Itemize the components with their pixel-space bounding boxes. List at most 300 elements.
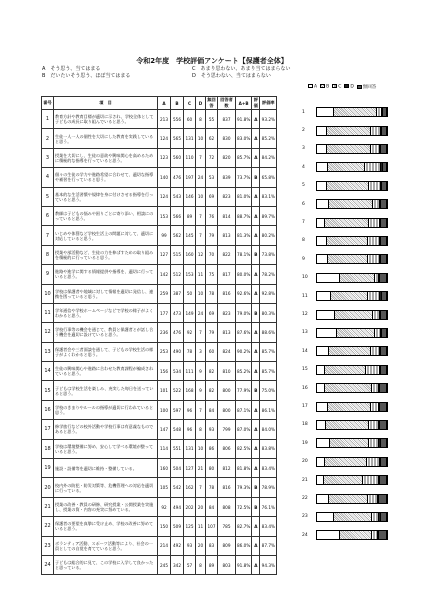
cell-a: 100: [158, 400, 171, 419]
bar-number: 14: [302, 348, 308, 354]
bar-segment-x: [381, 439, 387, 447]
cell-b: 543: [171, 187, 184, 206]
stacked-bar: [316, 144, 388, 154]
bar-number: 12: [302, 312, 308, 318]
cell-a: 214: [158, 536, 171, 555]
cell-no: 14: [42, 362, 54, 381]
table-row: [42, 129, 277, 148]
cell-d: 7: [196, 226, 206, 245]
cell-a: 245: [158, 555, 171, 574]
cell-a: 127: [158, 245, 171, 264]
bar-segment-x: [383, 163, 387, 171]
bar-segment-c: [373, 311, 380, 319]
cell-r: 85.2%: [260, 129, 277, 148]
header-ab: A+B: [236, 97, 252, 110]
bar-number: 1: [302, 109, 305, 115]
cell-t: 812: [218, 459, 236, 478]
cell-item: いじめや体罰など学校生活上の問題に対して、適切に対応していると思う。: [54, 226, 158, 245]
cell-d: 8: [196, 110, 206, 129]
cell-b: 387: [171, 284, 184, 303]
cell-c: 168: [184, 381, 196, 400]
bar-row: [302, 434, 388, 452]
cell-ab: 82.7%: [236, 517, 252, 536]
bar-segment-a: [317, 237, 327, 245]
cell-a: 213: [158, 110, 171, 129]
cell-d: 10: [196, 284, 206, 303]
cell-n: 80: [206, 459, 218, 478]
cell-d: 11: [196, 265, 206, 284]
cell-n: 69: [206, 303, 218, 322]
table-row: [42, 245, 277, 264]
bar-segment-b: [331, 292, 368, 300]
cell-no: 8: [42, 245, 54, 264]
bar-row: [302, 342, 388, 360]
cell-b: 551: [171, 439, 184, 458]
bar-segment-a: [317, 200, 329, 208]
bar-segment-x: [380, 274, 387, 282]
bar-number: 22: [302, 496, 308, 502]
bar-row: [302, 416, 388, 434]
cell-r: 83.4%: [260, 517, 277, 536]
cell-e: A: [252, 187, 260, 206]
cell-e: B: [252, 245, 260, 264]
cell-a: 160: [158, 459, 171, 478]
bar-segment-b: [326, 421, 369, 429]
table-row: [42, 110, 277, 129]
cell-c: 149: [184, 303, 196, 322]
cell-ab: 79.3%: [236, 478, 252, 497]
table-row: [42, 226, 277, 245]
cell-ab: 72.5%: [236, 497, 252, 516]
bar-row: [302, 177, 388, 195]
cell-item: 学校は保護者や地域に対して情報を適切に発信し、連携を図っていると思う。: [54, 284, 158, 303]
stacked-bar: [316, 475, 388, 485]
cell-n: 76: [206, 206, 218, 225]
bar-segment-x: [379, 531, 387, 539]
bar-number: 5: [302, 183, 305, 189]
bar-segment-c: [368, 237, 381, 245]
cell-ab: 85.2%: [236, 362, 252, 381]
cell-a: 101: [158, 381, 171, 400]
chart-legend-a: A: [308, 84, 317, 90]
cell-t: 800: [218, 400, 236, 419]
cell-t: 809: [218, 536, 236, 555]
cell-ab: 91.8%: [236, 555, 252, 574]
cell-c: 153: [184, 265, 196, 284]
table-row: [42, 187, 277, 206]
cell-a: 114: [158, 439, 171, 458]
cell-e: A: [252, 362, 260, 381]
bar-number: 8: [302, 238, 305, 244]
cell-r: 93.2%: [260, 110, 277, 129]
cell-b: 509: [171, 517, 184, 536]
cell-a: 105: [158, 478, 171, 497]
bar-segment-c: [366, 366, 379, 374]
bar-segment-b: [335, 311, 372, 319]
cell-r: 83.1%: [260, 187, 277, 206]
cell-d: 7: [196, 206, 206, 225]
cell-b: 562: [171, 226, 184, 245]
cell-e: B: [252, 381, 260, 400]
cell-c: 78: [184, 342, 196, 361]
bar-segment-b: [327, 237, 368, 245]
bar-number: 4: [302, 164, 305, 170]
cell-c: 93: [184, 536, 196, 555]
bar-segment-x: [381, 255, 387, 263]
bar-row: [302, 526, 388, 544]
cell-item: 学校行事等の機会を通じて、教員と保護者とが話し合う機会を適切に設けていると思う。: [54, 323, 158, 342]
cell-c: 110: [184, 148, 196, 167]
stacked-bar: [316, 346, 388, 356]
cell-item: 施設・設備等を適切に維持・整備している。: [54, 459, 158, 478]
cell-b: 512: [171, 265, 184, 284]
cell-ab: 83.0%: [236, 129, 252, 148]
cell-c: 92: [184, 323, 196, 342]
bar-segment-a: [317, 182, 327, 190]
bar-row: [302, 508, 388, 526]
table-header-row: [42, 97, 277, 110]
cell-b: 597: [171, 400, 184, 419]
cell-n: 78: [206, 284, 218, 303]
cell-n: 60: [206, 342, 218, 361]
bar-segment-a: [317, 513, 334, 521]
table-row: [42, 206, 277, 225]
table-row: [42, 342, 277, 361]
stacked-bar: [316, 291, 388, 301]
cell-c: 111: [184, 362, 196, 381]
cell-no: 1: [42, 110, 54, 129]
cell-d: 20: [196, 497, 206, 516]
cell-t: 822: [218, 245, 236, 264]
table-row: [42, 478, 277, 497]
cell-c: 96: [184, 400, 196, 419]
stacked-bar: [316, 162, 388, 172]
cell-ab: 78.1%: [236, 245, 252, 264]
cell-item: 保護者会や三者面談を通して、子どもの学校生活の様子がよくわかると思う。: [54, 342, 158, 361]
cell-r: 80.3%: [260, 303, 277, 322]
cell-e: B: [252, 303, 260, 322]
cell-n: 69: [206, 187, 218, 206]
bar-row: [302, 453, 388, 471]
cell-d: 20: [196, 536, 206, 555]
cell-n: 55: [206, 110, 218, 129]
bar-segment-x: [381, 237, 387, 245]
bar-row: [302, 361, 388, 379]
bar-number: 13: [302, 330, 308, 336]
bar-segment-a: [317, 329, 337, 337]
bar-segment-x: [382, 329, 387, 337]
cell-n: 83: [206, 536, 218, 555]
cell-d: 7: [196, 148, 206, 167]
cell-t: 799: [218, 420, 236, 439]
cell-r: 92.8%: [260, 284, 277, 303]
table-row: [42, 148, 277, 167]
cell-e: A: [252, 110, 260, 129]
stacked-bar: [316, 512, 388, 522]
cell-d: 9: [196, 362, 206, 381]
bar-number: 9: [302, 256, 305, 262]
cell-t: 813: [218, 226, 236, 245]
stacked-bar: [316, 199, 388, 209]
cell-ab: 91.8%: [236, 110, 252, 129]
cell-b: 534: [171, 362, 184, 381]
cell-b: 342: [171, 555, 184, 574]
cell-n: 78: [206, 478, 218, 497]
table-row: [42, 168, 277, 187]
header-eval: 評価: [253, 97, 258, 108]
cell-no: 9: [42, 265, 54, 284]
cell-no: 3: [42, 148, 54, 167]
cell-d: 11: [196, 517, 206, 536]
stacked-bar: [316, 328, 388, 338]
stacked-bar: [316, 236, 388, 246]
bar-segment-a: [317, 219, 325, 227]
cell-no: 15: [42, 381, 54, 400]
bar-row: [302, 195, 388, 213]
stacked-bar: [316, 420, 388, 430]
cell-a: 92: [158, 497, 171, 516]
cell-t: 806: [218, 439, 236, 458]
bar-segment-a: [317, 403, 328, 411]
bar-segment-c: [371, 347, 380, 355]
cell-ab: 90.2%: [236, 342, 252, 361]
cell-r: 83.4%: [260, 459, 277, 478]
cell-n: 84: [206, 497, 218, 516]
cell-t: 817: [218, 265, 236, 284]
stacked-bar: [316, 402, 388, 412]
header-no: 番号: [42, 97, 54, 110]
chart-legend-c: C: [332, 84, 341, 90]
cell-no: 11: [42, 303, 54, 322]
cell-ab: 87.0%: [236, 420, 252, 439]
bar-segment-c: [367, 458, 380, 466]
cell-ab: 86.0%: [236, 536, 252, 555]
cell-a: 124: [158, 187, 171, 206]
bar-segment-a: [317, 108, 334, 116]
cell-c: 197: [184, 168, 196, 187]
bar-segment-b: [324, 476, 363, 484]
table-row: [42, 420, 277, 439]
survey-table: [41, 96, 277, 575]
cell-item: 修学旅行などの校外活動や学校行事は有意義なものであると思う。: [54, 420, 158, 439]
cell-d: 10: [196, 439, 206, 458]
cell-r: 78.2%: [260, 265, 277, 284]
legend-b: B だいたいそう思う、ほぼ当てはまる: [42, 73, 131, 79]
cell-d: 24: [196, 168, 206, 187]
bar-segment-c: [368, 495, 378, 503]
cell-n: 107: [206, 517, 218, 536]
cell-t: 800: [218, 381, 236, 400]
bar-segment-b: [334, 513, 372, 521]
bar-segment-b: [327, 145, 372, 153]
cell-t: 823: [218, 187, 236, 206]
bar-row: [302, 471, 388, 489]
header-c: C: [184, 97, 196, 110]
cell-t: 839: [218, 168, 236, 187]
bar-row: [302, 489, 388, 507]
cell-no: 7: [42, 226, 54, 245]
bar-segment-c: [369, 219, 380, 227]
cell-item: 授業や部活動など、生徒の力を伸ばすための取り組みを積極的に行っていると思う。: [54, 245, 158, 264]
bar-segment-x: [381, 311, 387, 319]
header-item: 項 目: [54, 97, 158, 110]
cell-ab: 79.0%: [236, 303, 252, 322]
table-row: [42, 265, 277, 284]
table-row: [42, 459, 277, 478]
cell-d: 9: [196, 381, 206, 400]
cell-ab: 81.3%: [236, 226, 252, 245]
cell-e: A: [252, 148, 260, 167]
stacked-bar: [316, 457, 388, 467]
cell-e: A: [252, 206, 260, 225]
cell-no: 12: [42, 323, 54, 342]
bar-segment-b: [340, 274, 375, 282]
table-row: [42, 400, 277, 419]
cell-c: 202: [184, 497, 196, 516]
cell-a: 156: [158, 362, 171, 381]
cell-d: 24: [196, 303, 206, 322]
cell-c: 146: [184, 187, 196, 206]
cell-no: 2: [42, 129, 54, 148]
bar-row: [302, 324, 388, 342]
bar-segment-c: [369, 182, 380, 190]
cell-a: 99: [158, 226, 171, 245]
cell-ab: 82.5%: [236, 439, 252, 458]
cell-ab: 81.8%: [236, 459, 252, 478]
chart-legend-b: B: [320, 84, 329, 90]
cell-e: A: [252, 420, 260, 439]
bar-segment-x: [380, 421, 387, 429]
cell-c: 131: [184, 439, 196, 458]
bar-segment-c: [371, 127, 381, 135]
bar-segment-b: [329, 200, 373, 208]
stacked-bar: [316, 254, 388, 264]
stacked-bar: [316, 107, 388, 117]
bar-segment-b: [340, 531, 372, 539]
bar-row: [302, 250, 388, 268]
cell-n: 93: [206, 420, 218, 439]
cell-no: 22: [42, 517, 54, 536]
header-eval-rate: 評価率: [260, 97, 277, 110]
bar-segment-x: [380, 384, 387, 392]
cell-d: 10: [196, 187, 206, 206]
bar-segment-b: [329, 495, 368, 503]
cell-item: 学年通信や学校ホームページなどで学校の様子がよくわかると思う。: [54, 303, 158, 322]
bar-segment-c: [365, 163, 380, 171]
header-noanswer: 無回答: [207, 97, 216, 108]
chart-legend-d: D: [344, 84, 353, 90]
cell-a: 124: [158, 129, 171, 148]
stacked-bar: [316, 126, 388, 136]
table-row: [42, 303, 277, 322]
cell-e: A: [252, 517, 260, 536]
cell-d: 3: [196, 342, 206, 361]
chart-legend: [308, 84, 376, 90]
cell-e: A: [252, 555, 260, 574]
cell-b: 556: [171, 110, 184, 129]
cell-c: 89: [184, 206, 196, 225]
bar-segment-x: [379, 495, 387, 503]
bar-segment-b: [325, 458, 367, 466]
cell-b: 473: [171, 303, 184, 322]
bar-row: [302, 269, 388, 287]
cell-b: 542: [171, 478, 184, 497]
cell-r: 86.1%: [260, 400, 277, 419]
cell-e: A: [252, 226, 260, 245]
cell-n: 79: [206, 323, 218, 342]
cell-e: A: [252, 323, 260, 342]
bar-row: [302, 213, 388, 231]
cell-r: 84.0%: [260, 420, 277, 439]
cell-b: 490: [171, 342, 184, 361]
cell-b: 522: [171, 381, 184, 400]
cell-t: 803: [218, 555, 236, 574]
cell-no: 16: [42, 400, 54, 419]
cell-ab: 92.6%: [236, 284, 252, 303]
cell-r: 73.8%: [260, 245, 277, 264]
cell-ab: 85.7%: [236, 148, 252, 167]
cell-b: 476: [171, 323, 184, 342]
bar-segment-b: [325, 366, 366, 374]
cell-item: 進路や進学に関する情報提供や指導を、適切に行っていると思う。: [54, 265, 158, 284]
chart-legend-none: 無回答: [357, 84, 377, 90]
bar-segment-a: [317, 458, 325, 466]
cell-no: 24: [42, 555, 54, 574]
bar-segment-a: [317, 145, 327, 153]
cell-ab: 80.0%: [236, 265, 252, 284]
cell-no: 19: [42, 459, 54, 478]
bar-segment-a: [317, 274, 340, 282]
bar-segment-x: [381, 458, 387, 466]
bar-segment-c: [369, 439, 379, 447]
stacked-bar: [316, 181, 388, 191]
cell-n: 72: [206, 148, 218, 167]
cell-n: 89: [206, 555, 218, 574]
stacked-bar: [316, 383, 388, 393]
stacked-bar: [316, 310, 388, 320]
cell-n: 82: [206, 362, 218, 381]
bar-number: 3: [302, 146, 305, 152]
cell-r: 75.0%: [260, 381, 277, 400]
cell-ab: 88.7%: [236, 206, 252, 225]
cell-ab: 73.7%: [236, 168, 252, 187]
bar-segment-x: [382, 292, 387, 300]
cell-r: 76.1%: [260, 497, 277, 516]
table-row: [42, 284, 277, 303]
cell-a: 153: [158, 206, 171, 225]
cell-item: 保護者の要望を真摯に受け止め、学校の改善に努めていると思う。: [54, 517, 158, 536]
cell-a: 123: [158, 148, 171, 167]
bar-segment-x: [381, 366, 387, 374]
bar-segment-x: [381, 145, 387, 153]
cell-ab: 77.9%: [236, 381, 252, 400]
cell-t: 810: [218, 362, 236, 381]
bar-segment-x: [381, 513, 387, 521]
cell-c: 125: [184, 517, 196, 536]
cell-n: 82: [206, 381, 218, 400]
cell-a: 259: [158, 284, 171, 303]
bar-segment-x: [382, 182, 387, 190]
cell-no: 10: [42, 284, 54, 303]
table-row: [42, 536, 277, 555]
bar-number: 21: [302, 477, 308, 483]
cell-r: 87.7%: [260, 536, 277, 555]
stacked-bar: [316, 438, 388, 448]
bar-segment-b: [325, 219, 369, 227]
cell-item: 子どもは学校生活を楽しみ、充実した毎日を送っていると思う。: [54, 381, 158, 400]
cell-e: B: [252, 478, 260, 497]
cell-item: 校内外の防犯・防災対策等、危機管理への対応を適切に行っている。: [54, 478, 158, 497]
